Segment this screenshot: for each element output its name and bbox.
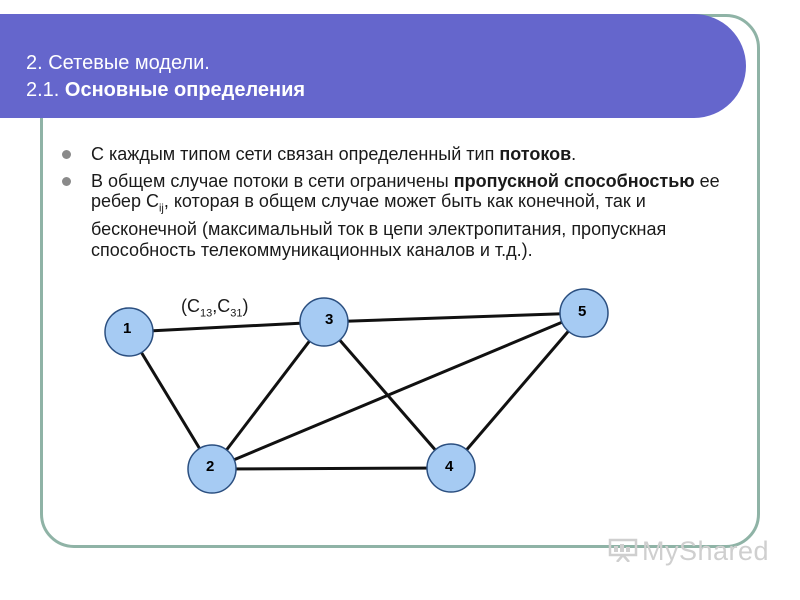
bullet-2-bold: пропускной способностью — [453, 170, 695, 191]
watermark — [608, 536, 769, 567]
bullet-2-text-2: ее ребер C — [91, 170, 720, 211]
node-1-label: 1 — [123, 320, 132, 337]
node-3-label: 3 — [325, 311, 334, 328]
node-2 — [188, 445, 236, 493]
edge-3-5 — [324, 313, 584, 322]
bullet-1-end: . — [571, 144, 577, 164]
title-line-1: 2. Сетевые модели. — [26, 52, 210, 74]
bullet-1-text: С каждым типом сети связан определенный тип — [91, 144, 500, 164]
bullet-2-text-3: , которая в общем случае может быть как конечной, так и бесконечной (максимальный ток в цепи электропитания, пропускная способность телекоммуникационных каналов и т.д.). — [91, 191, 667, 260]
graph-edges — [129, 313, 584, 469]
edge-2-5 — [212, 313, 584, 469]
node-4-label: 4 — [445, 458, 454, 475]
title-prefix: 2.1. — [26, 79, 65, 101]
bullet-2-text-1: В общем случае потоки в сети ограничены — [91, 170, 454, 191]
edge-capacity-label — [181, 296, 249, 320]
edge-1-3 — [129, 322, 324, 332]
edge-label-comma: ,C — [212, 296, 231, 316]
node-2-label: 2 — [206, 458, 215, 475]
node-1 — [105, 308, 153, 356]
node-5-label: 5 — [578, 303, 587, 320]
node-4 — [427, 444, 475, 492]
watermark-text: MyShared — [642, 536, 770, 566]
edge-label-sub-1: 13 — [200, 307, 213, 320]
node-5 — [560, 289, 608, 337]
node-3 — [300, 298, 348, 346]
edge-4-5 — [451, 313, 584, 468]
edge-2-4 — [212, 468, 451, 469]
edge-label-close: ) — [242, 296, 249, 316]
bullet-1-bold: потоков — [499, 144, 572, 164]
bullet-2-subscript: ij — [158, 202, 164, 215]
edge-label-open: (C — [181, 296, 200, 316]
presentation-board-icon — [608, 538, 638, 562]
title-bold: Основные определения — [64, 79, 306, 101]
edge-label-sub-2: 31 — [230, 307, 243, 320]
